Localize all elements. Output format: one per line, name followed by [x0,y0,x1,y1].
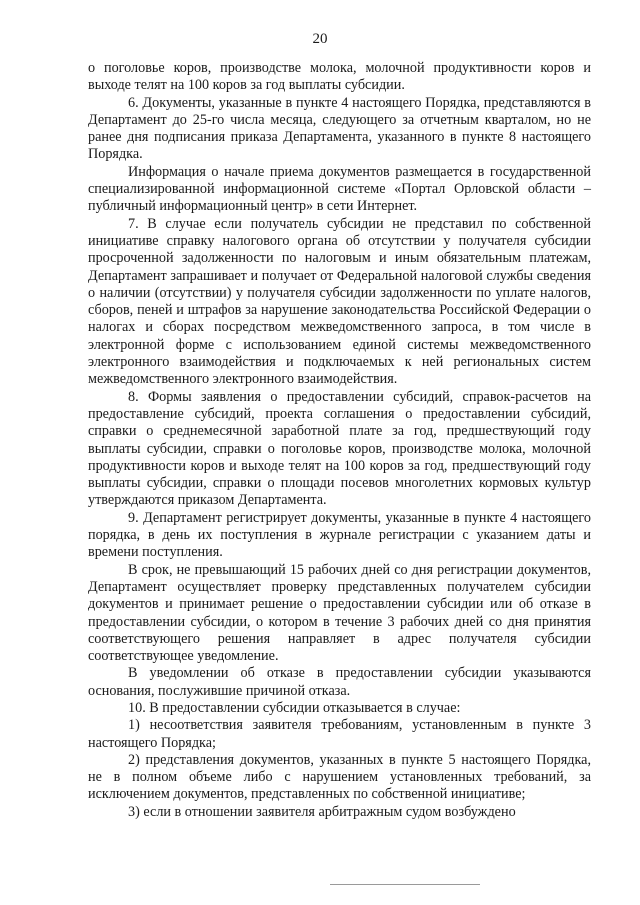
paragraph-6-info: Информация о начале приема документов размещается в государственной специализированной информационной системе «Портал Орловской области – публичный информационный центр» в сети Интернет. [88,163,591,215]
paragraph-10-item-1: 1) несоответствия заявителя требованиям, установленным в пункте 3 настоящего Порядка; [88,717,591,751]
paragraph-continuation: о поголовье коров, производстве молока, молочной продуктивности коров и выходе телят на 100 коров за год выплаты субсидии. [88,60,591,94]
document-body [88,60,591,821]
paragraph-7: 7. В случае если получатель субсидии не представил по собственной инициативе справку налогового органа об отсутствии у получателя субсидии просроченной задолженности по налоговым и иным обязательным платежам, Департамент запрашивает и получает от Федеральной налоговой службы сведения о наличии (отсутствии) у получателя субсидии задолженности по уплате налогов, сборов, пеней и штрафов за нарушение законодательства Российской Федерации о налогах и сборах посредством межведомственного запроса, в том числе в электронной форме с использованием единой системы межведомственного электронного взаимодействия и подключаемых к ней региональных систем межведомственного электронного взаимодействия. [88,215,591,388]
paragraph-10-item-3: 3) если в отношении заявителя арбитражным судом возбуждено [128,803,516,820]
paragraph-6: 6. Документы, указанные в пункте 4 настоящего Порядка, представляются в Департамент до 25-го числа месяца, следующего за отчетным кварталом, но не ранее дня подписания приказа Департамента, указанного в пункте 8 настоящего Порядка. [88,94,591,163]
paragraph-10-item-2: 2) представления документов, указанных в пункте 5 настоящего Порядка, не в полном объеме либо с нарушением установленных требований, за исключением документов, представленных по собственной инициативе; [88,751,591,803]
paragraph-9: 9. Департамент регистрирует документы, указанные в пункте 4 настоящего порядка, в день их поступления в журнале регистрации с указанием даты и времени поступления. [88,509,591,561]
paragraph-8: 8. Формы заявления о предоставлении субсидий, справок-расчетов на предоставление субсидий, проекта соглашения о предоставлении субсидий, справки о среднемесячной заработной плате за год, предшествующий году выплаты субсидии, справки о поголовье коров, производстве молока, молочной продуктивности коров и выходе телят на 100 коров за год, предшествующий году выплаты субсидии, справки о площади посевов многолетних кормовых культур утверждаются приказом Департамента. [88,388,591,509]
paragraph-9-refusal-notice: В уведомлении об отказе в предоставлении субсидии указываются основания, послужившие причиной отказа. [88,665,591,699]
paragraph-9-term: В срок, не превышающий 15 рабочих дней со дня регистрации документов, Департамент осуществляет проверку представленных получателем субсидии документов и принимает решение о предоставлении субсидии или об отказе в предоставлении субсидии, о котором в течение 3 рабочих дней со дня принятия соответствующего решения направляет в адрес получателя субсидии соответствующее уведомление. [88,561,591,665]
page-number: 20 [312,31,328,47]
footer-rule [330,884,480,885]
paragraph-10: 10. В предоставлении субсидии отказывается в случае: [128,699,461,716]
